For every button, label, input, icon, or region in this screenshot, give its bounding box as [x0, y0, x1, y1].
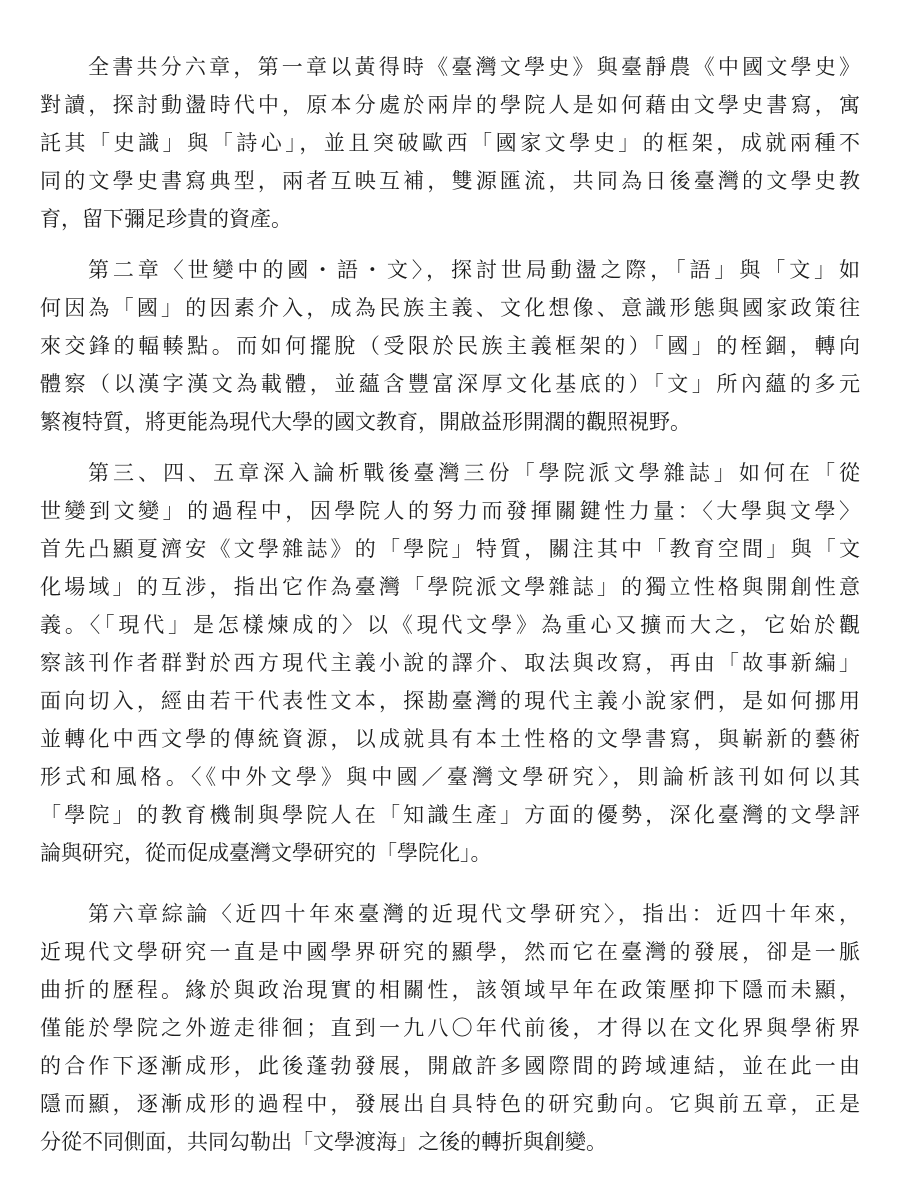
- text-line: 近現代文學研究一直是中國學界研究的顯學，然而它在臺灣的發展，卻是一脈: [40, 940, 860, 964]
- text-line: 隱而顯，逐漸成形的過程中，發展出自具特色的研究動向。它與前五章，正是: [40, 1092, 860, 1116]
- text-line: 何因為「國」的因素介入，成為民族主義、文化想像、意識形態與國家政策往: [40, 296, 860, 320]
- text-line: 同的文學史書寫典型，兩者互映互補，雙源匯流，共同為日後臺灣的文學史教: [40, 169, 860, 193]
- text-line: 論與研究，從而促成臺灣文學研究的「學院化」。: [40, 841, 492, 865]
- text-line: 察該刊作者群對於西方現代主義小說的譯介、取法與改寫，再由「故事新編」: [40, 651, 860, 675]
- text-line: 「學院」的教育機制與學院人在「知識生產」方面的優勢，深化臺灣的文學評: [40, 803, 860, 827]
- text-line: 第三、四、五章深入論析戰後臺灣三份「學院派文學雜誌」如何在「從: [88, 461, 860, 485]
- text-line: 曲折的歷程。緣於與政治現實的相關性，該領域早年在政策壓抑下隱而未顯，: [40, 978, 860, 1002]
- text-line: 世變到文變」的過程中，因學院人的努力而發揮關鍵性力量：〈大學與文學〉: [40, 499, 860, 523]
- text-line: 面向切入，經由若干代表性文本，探勘臺灣的現代主義小說家們，是如何挪用: [40, 689, 860, 713]
- text-line: 並轉化中西文學的傳統資源，以成就具有本土性格的文學書寫，與嶄新的藝術: [40, 727, 860, 751]
- text-line: 體察（以漢字漢文為載體，並蘊含豐富深厚文化基底的）「文」所內蘊的多元: [40, 372, 860, 396]
- text-line: 來交鋒的輻輳點。而如何擺脫（受限於民族主義框架的）「國」的桎錮，轉向: [40, 334, 860, 358]
- text-line: 育，留下彌足珍貴的資產。: [40, 207, 292, 231]
- text-line: 僅能於學院之外遊走徘徊；直到一九八〇年代前後，才得以在文化界與學術界: [40, 1016, 860, 1040]
- text-line: 化場域」的互涉，指出它作為臺灣「學院派文學雜誌」的獨立性格與開創性意: [40, 575, 860, 599]
- text-line: 託其「史識」與「詩心」，並且突破歐西「國家文學史」的框架，成就兩種不: [40, 131, 860, 155]
- text-line: 對讀，探討動盪時代中，原本分處於兩岸的學院人是如何藉由文學史書寫，寓: [40, 93, 860, 117]
- text-line: 的合作下逐漸成形，此後蓬勃發展，開啟許多國際間的跨域連結，並在此一由: [40, 1054, 860, 1078]
- text-line: 分從不同側面，共同勾勒出「文學渡海」之後的轉折與創變。: [40, 1130, 607, 1154]
- text-line: 形式和風格。〈《中外文學》與中國／臺灣文學研究〉，則論析該刊如何以其: [40, 765, 860, 789]
- text-line: 全書共分六章，第一章以黃得時《臺灣文學史》與臺靜農《中國文學史》: [88, 55, 860, 79]
- text-line: 第六章綜論〈近四十年來臺灣的近現代文學研究〉，指出：近四十年來，: [88, 902, 860, 926]
- text-line: 繁複特質，將更能為現代大學的國文教育，開啟益形開濶的觀照視野。: [40, 410, 691, 434]
- text-line: 義。〈「現代」是怎樣煉成的〉以《現代文學》為重心又擴而大之，它始於觀: [40, 613, 860, 637]
- text-line: 首先凸顯夏濟安《文學雜誌》的「學院」特質，關注其中「教育空間」與「文: [40, 537, 860, 561]
- text-line: 第二章〈世變中的國・語・文〉，探討世局動盪之際，「語」與「文」如: [88, 258, 860, 282]
